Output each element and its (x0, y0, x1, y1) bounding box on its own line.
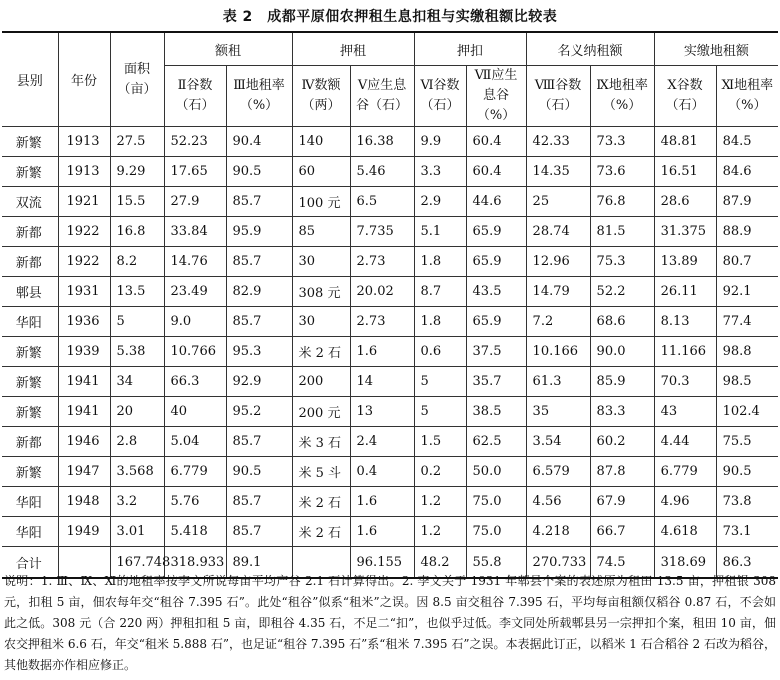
cell-year: 1939 (58, 337, 110, 367)
cell-value: 7.2 (526, 307, 590, 337)
cell-value: 167.748 (110, 547, 164, 579)
cell-value: 9.9 (414, 127, 466, 157)
cell-value: 28.6 (654, 187, 716, 217)
table-row (2, 307, 778, 337)
cell-value: 318.933 (164, 547, 226, 579)
cell-value: 81.5 (590, 217, 654, 247)
cell-year: 1941 (58, 367, 110, 397)
cell-value: 68.6 (590, 307, 654, 337)
cell-value: 60.4 (466, 127, 526, 157)
cell-value: 1.6 (350, 337, 414, 367)
cell-year: 1949 (58, 517, 110, 547)
cell-value: 67.9 (590, 487, 654, 517)
cell-value: 2.9 (414, 187, 466, 217)
cell-value: 85.9 (590, 367, 654, 397)
cell-value: 38.5 (466, 397, 526, 427)
cell-value: 5.46 (350, 157, 414, 187)
cell-value: 1.2 (414, 517, 466, 547)
cell-value: 40 (164, 397, 226, 427)
cell-value: 7.735 (350, 217, 414, 247)
cell-value: 88.9 (716, 217, 778, 247)
cell-value: 270.733 (526, 547, 590, 579)
cell-value: 98.5 (716, 367, 778, 397)
cell-county: 新繁 (2, 457, 58, 487)
cell-year: 1947 (58, 457, 110, 487)
cell-value: 31.375 (654, 217, 716, 247)
header-group-nominal-rent: 名义纳租额 (526, 32, 654, 66)
cell-value: 85.7 (226, 427, 292, 457)
sub-header-3: Ⅴ应生息谷（石） (350, 66, 414, 127)
cell-value: 34 (110, 367, 164, 397)
cell-value: 28.74 (526, 217, 590, 247)
cell-value: 90.0 (590, 337, 654, 367)
cell-year: 1936 (58, 307, 110, 337)
sub-header-2: Ⅳ数额（两） (292, 66, 350, 127)
cell-value: 米 3 石 (292, 427, 350, 457)
cell-value: 4.44 (654, 427, 716, 457)
cell-value: 0.2 (414, 457, 466, 487)
cell-value: 15.5 (110, 187, 164, 217)
cell-year: 1948 (58, 487, 110, 517)
cell-value: 200 元 (292, 397, 350, 427)
cell-year: 1913 (58, 127, 110, 157)
cell-value: 2.73 (350, 247, 414, 277)
cell-value: 17.65 (164, 157, 226, 187)
sub-header-4: Ⅵ谷数（石） (414, 66, 466, 127)
table-row (2, 187, 778, 217)
cell-value: 3.3 (414, 157, 466, 187)
cell-value: 3.2 (110, 487, 164, 517)
cell-county: 新都 (2, 427, 58, 457)
cell-value: 25 (526, 187, 590, 217)
cell-county: 新繁 (2, 397, 58, 427)
cell-value: 8.7 (414, 277, 466, 307)
cell-value: 米 5 斗 (292, 457, 350, 487)
cell-value: 16.8 (110, 217, 164, 247)
cell-value: 35 (526, 397, 590, 427)
cell-value: 75.0 (466, 517, 526, 547)
cell-value: 1.8 (414, 247, 466, 277)
cell-value: 90.5 (716, 457, 778, 487)
cell-county: 合计 (2, 547, 58, 579)
cell-value: 14.35 (526, 157, 590, 187)
cell-value: 米 2 石 (292, 517, 350, 547)
cell-value: 30 (292, 307, 350, 337)
cell-value: 76.8 (590, 187, 654, 217)
table-row (2, 487, 778, 517)
cell-value: 3.54 (526, 427, 590, 457)
cell-value: 140 (292, 127, 350, 157)
cell-value: 10.766 (164, 337, 226, 367)
cell-value: 5 (414, 367, 466, 397)
cell-value: 84.6 (716, 157, 778, 187)
cell-value: 13.5 (110, 277, 164, 307)
cell-value: 3.568 (110, 457, 164, 487)
header-group-deposit: 押租 (292, 32, 414, 66)
cell-county: 新繁 (2, 127, 58, 157)
header-group-fixed-rent: 额租 (164, 32, 292, 66)
cell-value: 62.5 (466, 427, 526, 457)
cell-value: 1.6 (350, 487, 414, 517)
sub-header-0: Ⅱ谷数（石） (164, 66, 226, 127)
cell-county: 新都 (2, 247, 58, 277)
sub-header-1: Ⅲ地租率（%） (226, 66, 292, 127)
cell-value: 74.5 (590, 547, 654, 579)
cell-county: 新繁 (2, 367, 58, 397)
cell-value: 37.5 (466, 337, 526, 367)
cell-value: 95.9 (226, 217, 292, 247)
cell-value: 73.1 (716, 517, 778, 547)
cell-value: 2.73 (350, 307, 414, 337)
cell-value: 48.2 (414, 547, 466, 579)
cell-value: 84.5 (716, 127, 778, 157)
cell-year: 1922 (58, 247, 110, 277)
cell-value: 65.9 (466, 217, 526, 247)
cell-value: 2.8 (110, 427, 164, 457)
sub-header-9: Ⅺ地租率（%） (716, 66, 778, 127)
cell-value: 77.4 (716, 307, 778, 337)
cell-value: 5.76 (164, 487, 226, 517)
sub-header-5: Ⅶ应生息谷（%） (466, 66, 526, 127)
cell-value: 85.7 (226, 517, 292, 547)
cell-value: 1.2 (414, 487, 466, 517)
cell-value: 5.38 (110, 337, 164, 367)
sub-header-8: Ⅹ谷数（石） (654, 66, 716, 127)
cell-value: 308 元 (292, 277, 350, 307)
cell-value: 4.618 (654, 517, 716, 547)
cell-value: 20.02 (350, 277, 414, 307)
cell-value: 42.33 (526, 127, 590, 157)
cell-value: 318.69 (654, 547, 716, 579)
cell-value: 4.56 (526, 487, 590, 517)
cell-value: 6.5 (350, 187, 414, 217)
cell-value: 9.29 (110, 157, 164, 187)
cell-value: 8.13 (654, 307, 716, 337)
cell-value: 75.0 (466, 487, 526, 517)
cell-value: 82.9 (226, 277, 292, 307)
table-row (2, 457, 778, 487)
table-row (2, 277, 778, 307)
cell-value: 83.3 (590, 397, 654, 427)
cell-year: 1941 (58, 397, 110, 427)
cell-value: 2.4 (350, 427, 414, 457)
cell-county: 新繁 (2, 157, 58, 187)
cell-value: 80.7 (716, 247, 778, 277)
cell-value: 5 (110, 307, 164, 337)
cell-value: 0.4 (350, 457, 414, 487)
cell-value: 50.0 (466, 457, 526, 487)
cell-value: 89.1 (226, 547, 292, 579)
cell-value: 30 (292, 247, 350, 277)
cell-value: 52.23 (164, 127, 226, 157)
cell-value: 61.3 (526, 367, 590, 397)
table-row (2, 397, 778, 427)
cell-value: 12.96 (526, 247, 590, 277)
cell-county: 郫县 (2, 277, 58, 307)
cell-value: 90.4 (226, 127, 292, 157)
cell-value: 85.7 (226, 187, 292, 217)
header-year: 年份 (58, 32, 110, 127)
cell-value: 14.76 (164, 247, 226, 277)
cell-value: 85 (292, 217, 350, 247)
cell-year: 1931 (58, 277, 110, 307)
cell-year: 1946 (58, 427, 110, 457)
cell-value: 5.04 (164, 427, 226, 457)
cell-year: 1913 (58, 157, 110, 187)
cell-value: 200 (292, 367, 350, 397)
cell-value: 11.166 (654, 337, 716, 367)
cell-value: 75.5 (716, 427, 778, 457)
cell-value: 73.3 (590, 127, 654, 157)
cell-value: 35.7 (466, 367, 526, 397)
cell-value: 85.7 (226, 307, 292, 337)
cell-value: 92.1 (716, 277, 778, 307)
cell-county: 华阳 (2, 517, 58, 547)
cell-value: 6.579 (526, 457, 590, 487)
cell-county: 新都 (2, 217, 58, 247)
cell-value: 13 (350, 397, 414, 427)
cell-value: 20 (110, 397, 164, 427)
cell-value: 60 (292, 157, 350, 187)
rent-comparison-table (2, 31, 778, 579)
cell-value: 43.5 (466, 277, 526, 307)
header-area: 面积（亩） (110, 32, 164, 127)
cell-value: 4.218 (526, 517, 590, 547)
cell-value: 73.6 (590, 157, 654, 187)
cell-value: 85.7 (226, 487, 292, 517)
cell-value: 86.3 (716, 547, 778, 579)
table-row (2, 337, 778, 367)
cell-value: 85.7 (226, 247, 292, 277)
cell-value: 73.8 (716, 487, 778, 517)
cell-value: 5.418 (164, 517, 226, 547)
cell-value: 1.5 (414, 427, 466, 457)
cell-value: 87.8 (590, 457, 654, 487)
table-row (2, 367, 778, 397)
cell-value: 100 元 (292, 187, 350, 217)
cell-value: 26.11 (654, 277, 716, 307)
header-group-actual-rent: 实缴地租额 (654, 32, 778, 66)
cell-year: 1922 (58, 217, 110, 247)
cell-value: 65.9 (466, 247, 526, 277)
cell-value: 6.779 (654, 457, 716, 487)
cell-value: 14.79 (526, 277, 590, 307)
cell-value: 75.3 (590, 247, 654, 277)
cell-value: 92.9 (226, 367, 292, 397)
cell-value: 16.51 (654, 157, 716, 187)
table-row (2, 157, 778, 187)
cell-value: 13.89 (654, 247, 716, 277)
cell-county: 华阳 (2, 307, 58, 337)
cell-value: 10.166 (526, 337, 590, 367)
cell-value: 60.2 (590, 427, 654, 457)
cell-value: 1.6 (350, 517, 414, 547)
cell-value: 44.6 (466, 187, 526, 217)
cell-value: 27.5 (110, 127, 164, 157)
cell-county: 双流 (2, 187, 58, 217)
table-row (2, 247, 778, 277)
cell-value: 87.9 (716, 187, 778, 217)
cell-value: 米 2 石 (292, 337, 350, 367)
cell-value: 43 (654, 397, 716, 427)
cell-value: 4.96 (654, 487, 716, 517)
table-row (2, 127, 778, 157)
cell-value: 98.8 (716, 337, 778, 367)
cell-value: 65.9 (466, 307, 526, 337)
cell-value: 23.49 (164, 277, 226, 307)
table-row (2, 217, 778, 247)
cell-value: 70.3 (654, 367, 716, 397)
cell-county: 新繁 (2, 337, 58, 367)
table-row (2, 517, 778, 547)
header-county: 县别 (2, 32, 58, 127)
table-title: 表 2 成都平原佃农押租生息扣租与实缴租额比较表 (222, 9, 558, 25)
cell-value: 27.9 (164, 187, 226, 217)
cell-value: 1.8 (414, 307, 466, 337)
sub-header-6: Ⅷ谷数（石） (526, 66, 590, 127)
cell-value: 14 (350, 367, 414, 397)
sub-header-7: Ⅸ地租率（%） (590, 66, 654, 127)
cell-value: 5.1 (414, 217, 466, 247)
cell-value: 90.5 (226, 157, 292, 187)
cell-value: 60.4 (466, 157, 526, 187)
cell-value: 0.6 (414, 337, 466, 367)
cell-value: 9.0 (164, 307, 226, 337)
table-row (2, 427, 778, 457)
cell-value: 6.779 (164, 457, 226, 487)
cell-value: 66.3 (164, 367, 226, 397)
cell-county: 华阳 (2, 487, 58, 517)
cell-value: 95.2 (226, 397, 292, 427)
cell-value: 102.4 (716, 397, 778, 427)
cell-value: 90.5 (226, 457, 292, 487)
table-notes: 说明：1. Ⅲ、Ⅸ、Ⅺ的地租率按李文所说每亩平均产谷 2.1 石计算得出。2. 李文关于 1931 年郫县个案的表述原为租田 13.5 亩，押租银 308 元，扣租 5 亩，佃农每年交“租谷 7.395 石”。此处“租谷”似系“租米”之误。因 8.5 亩交租谷 7.395 石，平均每亩租额仅稻谷 0.87 石，不会如此之低。308 元（合 220 两）押租扣租 5 亩，即租谷 4.35 石，不足二“扣”，也似乎过低。李文同处所载郫县另一宗押扣个案，租田 10 亩，佃农交押租米 6.6 石，年交“租米 5.888 石”，也足证“租谷 7.395 石”系“租米 7.395 石”之误。本表据此订正，以稻米 1 石合稻谷 2 石改为稻谷，其他数据亦作相应修正。 (4, 574, 777, 672)
header-group-deduction: 押扣 (414, 32, 526, 66)
cell-value: 8.2 (110, 247, 164, 277)
cell-value: 48.81 (654, 127, 716, 157)
cell-value: 5 (414, 397, 466, 427)
cell-value: 3.01 (110, 517, 164, 547)
cell-value: 95.3 (226, 337, 292, 367)
cell-year: 1921 (58, 187, 110, 217)
cell-value: 96.155 (350, 547, 414, 579)
cell-value: 33.84 (164, 217, 226, 247)
cell-value: 66.7 (590, 517, 654, 547)
cell-value: 米 2 石 (292, 487, 350, 517)
cell-value: 16.38 (350, 127, 414, 157)
cell-value: 55.8 (466, 547, 526, 579)
cell-value: 52.2 (590, 277, 654, 307)
